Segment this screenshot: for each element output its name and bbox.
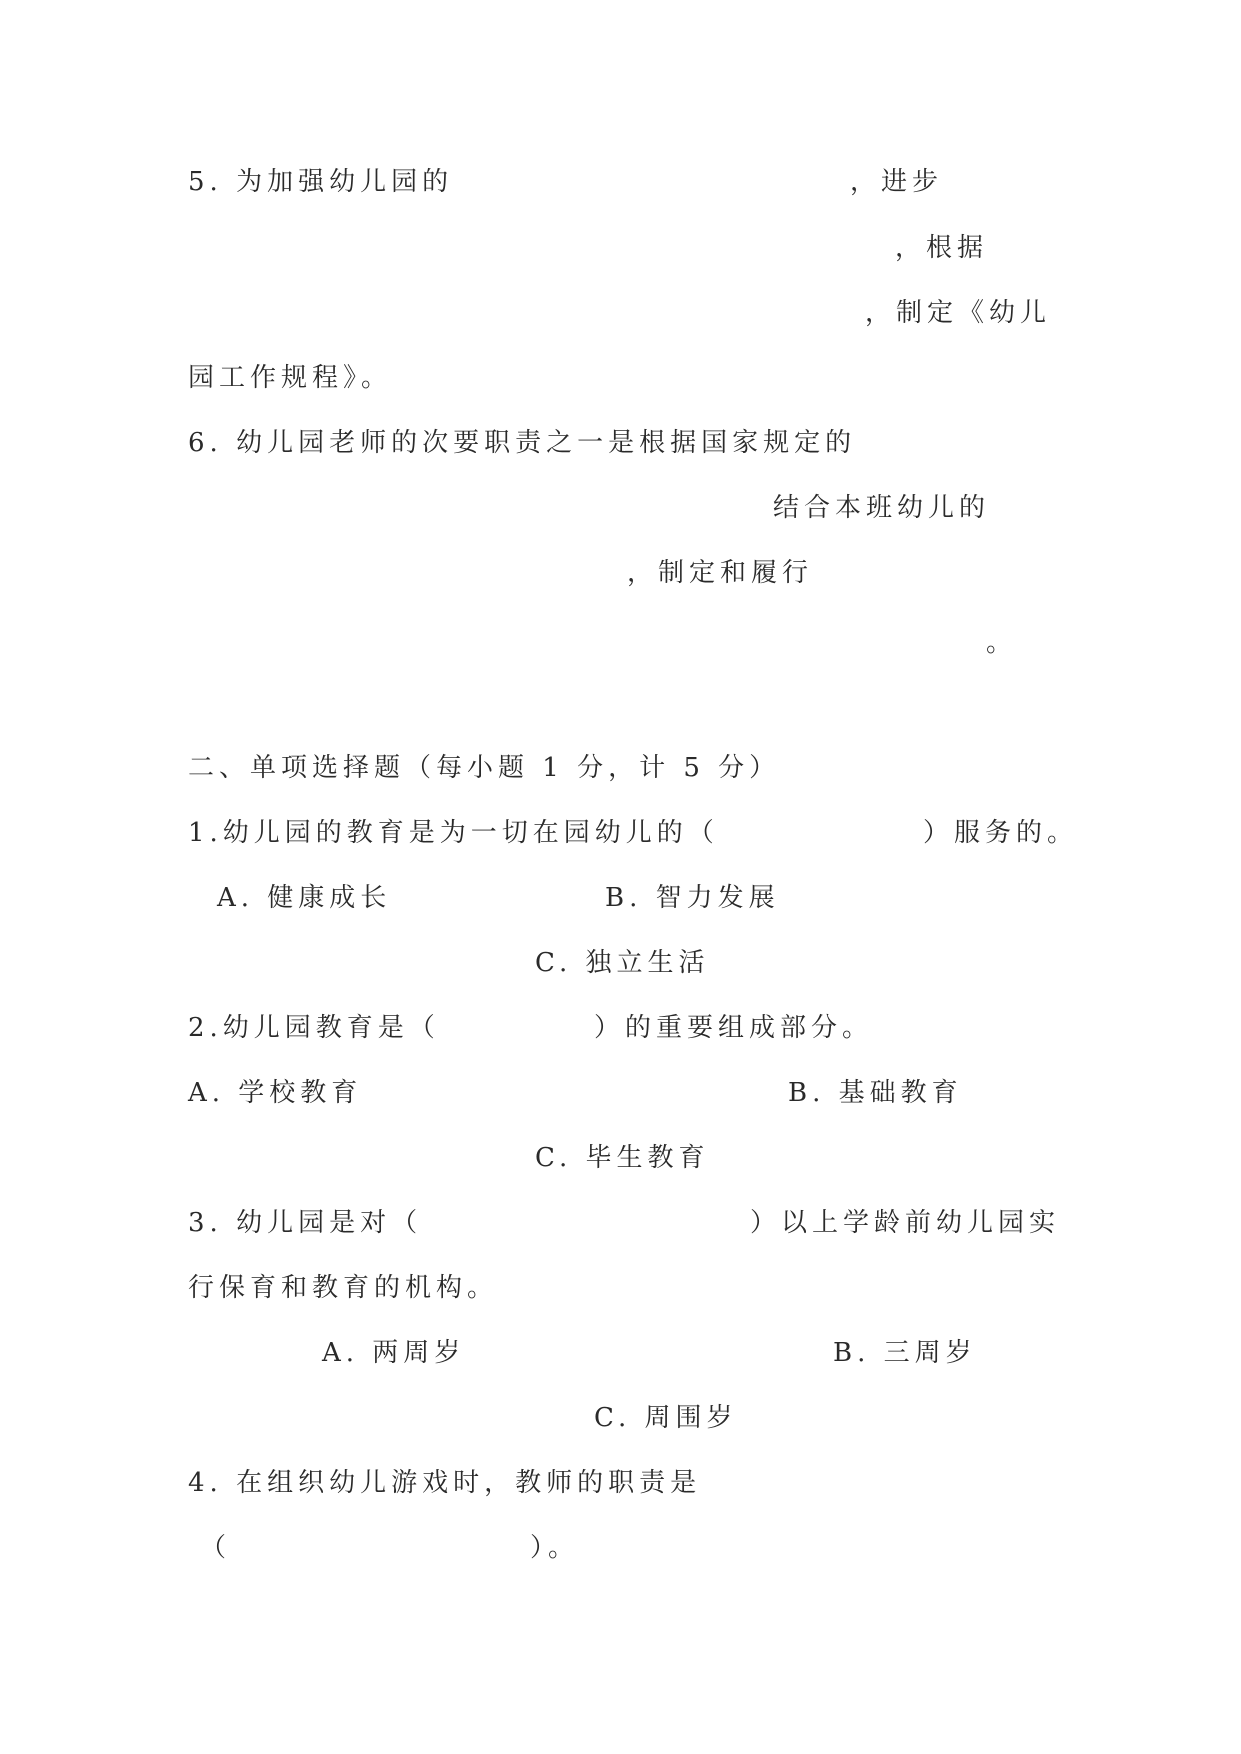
- mcq-1-option-a: A. 健康成长: [217, 883, 392, 913]
- question-6-line-2: 结合本班幼儿的: [773, 493, 991, 523]
- question-5-line-1-tail: ，进步: [850, 167, 944, 197]
- mcq-2-option-a: A. 学校教育: [188, 1078, 363, 1108]
- mcq-3-stem-line-2: 行保育和教育的机构。: [188, 1273, 499, 1303]
- mcq-3-option-a: A. 两周岁: [322, 1338, 466, 1368]
- question-6-line-3: ，制定和履行: [627, 558, 814, 588]
- mcq-1-option-c: C. 独立生活: [535, 948, 710, 978]
- mcq-1-stem: 1.幼儿园的教育是为一切在园幼儿的（: [188, 818, 719, 848]
- mcq-2-option-c: C. 毕生教育: [535, 1143, 710, 1173]
- question-5-line-4: 园工作规程》。: [188, 363, 393, 393]
- mcq-1-stem-tail: ）服务的。: [923, 818, 1079, 848]
- mcq-3-option-c: C. 周围岁: [594, 1403, 738, 1433]
- question-5-line-2: ，根据: [895, 233, 989, 263]
- mcq-1-option-b: B. 智力发展: [605, 883, 780, 913]
- mcq-2-stem-tail: ）的重要组成部分。: [594, 1013, 874, 1043]
- question-6-line-1: 6. 幼儿园老师的次要职责之一是根据国家规定的: [188, 428, 857, 458]
- mcq-4-close-paren: ）。: [530, 1533, 580, 1563]
- question-5-line-3: ，制定《幼儿: [865, 298, 1052, 328]
- mcq-4-open-paren: （: [200, 1533, 232, 1563]
- question-5-line-1: 5. 为加强幼儿园的: [188, 167, 454, 197]
- mcq-2-option-b: B. 基础教育: [788, 1078, 963, 1108]
- mcq-4-stem: 4. 在组织幼儿游戏时，教师的职责是: [188, 1468, 702, 1498]
- section-heading: 二、单项选择题（每小题 1 分，计 5 分）: [188, 753, 781, 783]
- question-6-line-4: 。: [986, 628, 1018, 658]
- mcq-3-option-b: B. 三周岁: [833, 1338, 977, 1368]
- mcq-2-stem: 2.幼儿园教育是（: [188, 1013, 440, 1043]
- mcq-3-stem-tail: ）以上学龄前幼儿园实: [750, 1208, 1061, 1238]
- mcq-3-stem: 3. 幼儿园是对（: [188, 1208, 423, 1238]
